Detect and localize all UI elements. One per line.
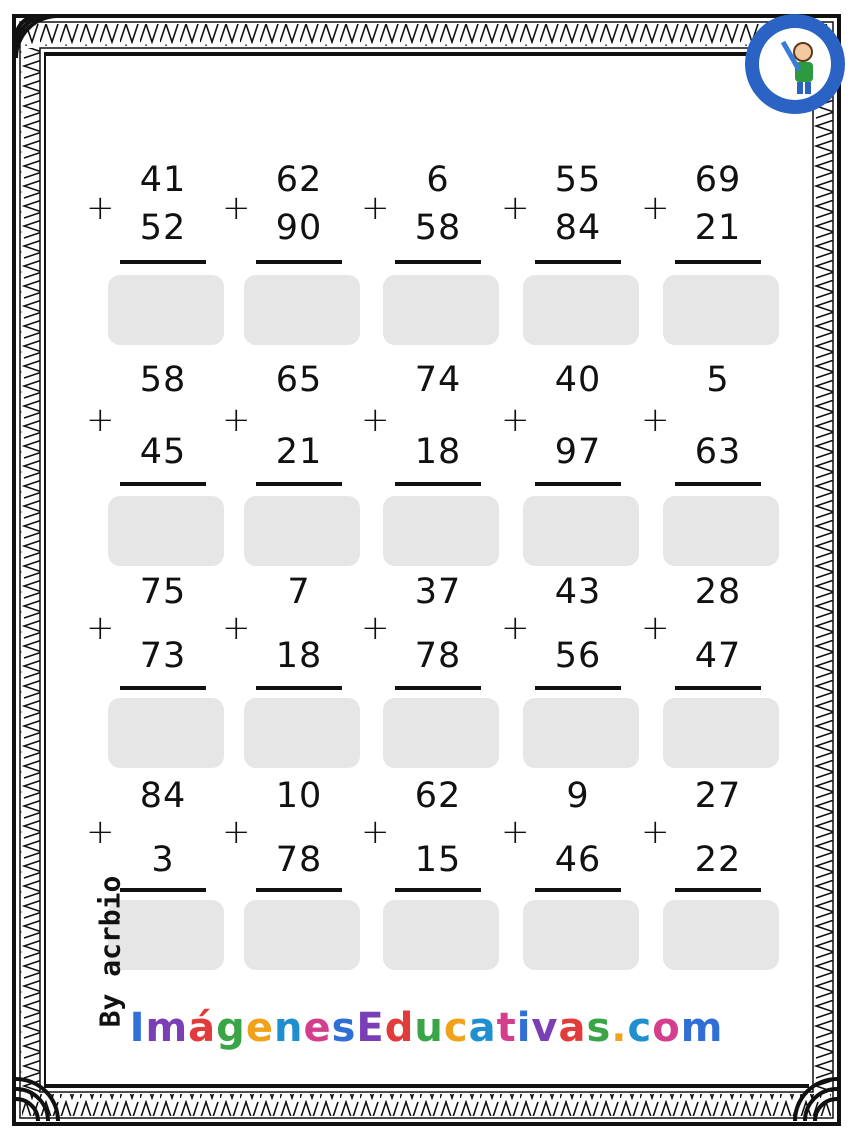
plus-sign: + [641,608,670,648]
brand-letter: c [443,1005,469,1051]
addition-problem [86,360,226,560]
answer-box[interactable] [244,900,360,970]
brand-letter: I [129,1005,146,1051]
sum-line [675,482,761,486]
addend-bottom: 45 [139,432,187,472]
brand-letter: g [216,1005,246,1051]
sum-line [675,686,761,690]
addition-problem [222,360,362,560]
plus-sign: + [361,608,390,648]
brand-wordmark [0,1005,853,1051]
answer-box[interactable] [663,496,779,566]
addend-top: 62 [275,160,323,200]
addend-bottom: 18 [275,636,323,676]
addend-top: 27 [694,776,742,816]
addition-problem [501,776,641,976]
plus-sign: + [501,188,530,228]
plus-sign: + [501,400,530,440]
addend-bottom: 21 [275,432,323,472]
answer-box[interactable] [108,496,224,566]
addend-bottom: 78 [414,636,462,676]
answer-box[interactable] [244,275,360,345]
sum-line [256,482,342,486]
sum-line [675,888,761,892]
sum-line [120,482,206,486]
addition-problem [641,360,781,560]
sum-line [395,686,481,690]
addend-top: 10 [275,776,323,816]
addition-problem [222,776,362,976]
sum-line [256,260,342,264]
answer-box[interactable] [383,496,499,566]
answer-box[interactable] [663,900,779,970]
addend-bottom: 73 [139,636,187,676]
plus-sign: + [86,812,115,852]
brand-letter: e [303,1005,332,1051]
sum-line [535,260,621,264]
addend-bottom: 84 [554,208,602,248]
addition-problem [501,160,641,360]
addition-problem [86,160,226,360]
addition-problem [361,572,501,772]
addend-bottom: 18 [414,432,462,472]
addition-problem [501,572,641,772]
addition-problem [222,572,362,772]
addend-top: 43 [554,572,602,612]
brand-letter: u [414,1005,444,1051]
sum-line [395,888,481,892]
addend-top: 58 [139,360,187,400]
brand-letter: c [627,1005,653,1051]
brand-logo [743,12,847,116]
plus-sign: + [641,400,670,440]
answer-box[interactable] [244,496,360,566]
brand-letter: s [586,1005,612,1051]
addition-problem [361,360,501,560]
addend-bottom: 97 [554,432,602,472]
sum-line [120,686,206,690]
addition-problem [222,160,362,360]
answer-box[interactable] [523,900,639,970]
addition-problem [361,160,501,360]
brand-letter: á [188,1005,217,1051]
addend-bottom: 58 [414,208,462,248]
answer-box[interactable] [523,275,639,345]
addend-bottom: 21 [694,208,742,248]
plus-sign: + [641,812,670,852]
plus-sign: + [222,608,251,648]
addend-top: 7 [287,572,311,612]
addend-top: 41 [139,160,187,200]
sum-line [256,888,342,892]
plus-sign: + [86,188,115,228]
sum-line [395,260,481,264]
addend-top: 74 [414,360,462,400]
addend-bottom: 52 [139,208,187,248]
sum-line [675,260,761,264]
addend-top: 84 [139,776,187,816]
plus-sign: + [361,812,390,852]
plus-sign: + [222,812,251,852]
addition-problem [501,360,641,560]
plus-sign: + [501,812,530,852]
addition-problem [641,776,781,976]
addition-problem [86,572,226,772]
addend-top: 6 [426,160,450,200]
addend-bottom: 78 [275,840,323,880]
answer-box[interactable] [383,900,499,970]
addend-top: 75 [139,572,187,612]
brand-letter: v [531,1005,559,1051]
brand-letter: i [516,1005,532,1051]
addend-top: 37 [414,572,462,612]
plus-sign: + [641,188,670,228]
addend-top: 9 [566,776,590,816]
sum-line [120,888,206,892]
sum-line [535,888,621,892]
answer-box[interactable] [523,496,639,566]
sum-line [120,260,206,264]
addend-top: 5 [706,360,730,400]
plus-sign: + [86,608,115,648]
addend-bottom: 3 [151,840,175,880]
addend-bottom: 15 [414,840,462,880]
brand-letter: . [611,1005,628,1051]
answer-box[interactable] [383,698,499,768]
sum-line [535,686,621,690]
author-byline: By acrbio [93,875,127,1028]
addend-bottom: 56 [554,636,602,676]
sum-line [395,482,481,486]
plus-sign: + [501,608,530,648]
addend-bottom: 63 [694,432,742,472]
addition-problem [641,160,781,360]
addition-problem [361,776,501,976]
brand-letter: m [680,1005,724,1051]
sum-line [535,482,621,486]
plus-sign: + [222,188,251,228]
addition-problem [641,572,781,772]
answer-box[interactable] [244,698,360,768]
plus-sign: + [222,400,251,440]
answer-box[interactable] [108,698,224,768]
brand-letter: d [384,1005,415,1051]
brand-letter: E [356,1005,385,1051]
brand-letter: a [558,1005,587,1051]
answer-box[interactable] [523,698,639,768]
sum-line [256,686,342,690]
addend-top: 40 [554,360,602,400]
answer-box[interactable] [108,275,224,345]
brand-letter: e [245,1005,274,1051]
addend-bottom: 22 [694,840,742,880]
answer-box[interactable] [663,698,779,768]
brand-letter: o [652,1005,681,1051]
plus-sign: + [361,188,390,228]
brand-letter: a [468,1005,497,1051]
answer-box[interactable] [663,275,779,345]
addend-bottom: 46 [554,840,602,880]
brand-letter: t [496,1005,517,1051]
addend-bottom: 90 [275,208,323,248]
brand-letter: m [145,1005,189,1051]
addend-top: 28 [694,572,742,612]
addend-bottom: 47 [694,636,742,676]
answer-box[interactable] [383,275,499,345]
addend-top: 62 [414,776,462,816]
plus-sign: + [86,400,115,440]
brand-letter: s [331,1005,357,1051]
brand-letter: n [273,1005,304,1051]
plus-sign: + [361,400,390,440]
addend-top: 55 [554,160,602,200]
addend-top: 65 [275,360,323,400]
addend-top: 69 [694,160,742,200]
